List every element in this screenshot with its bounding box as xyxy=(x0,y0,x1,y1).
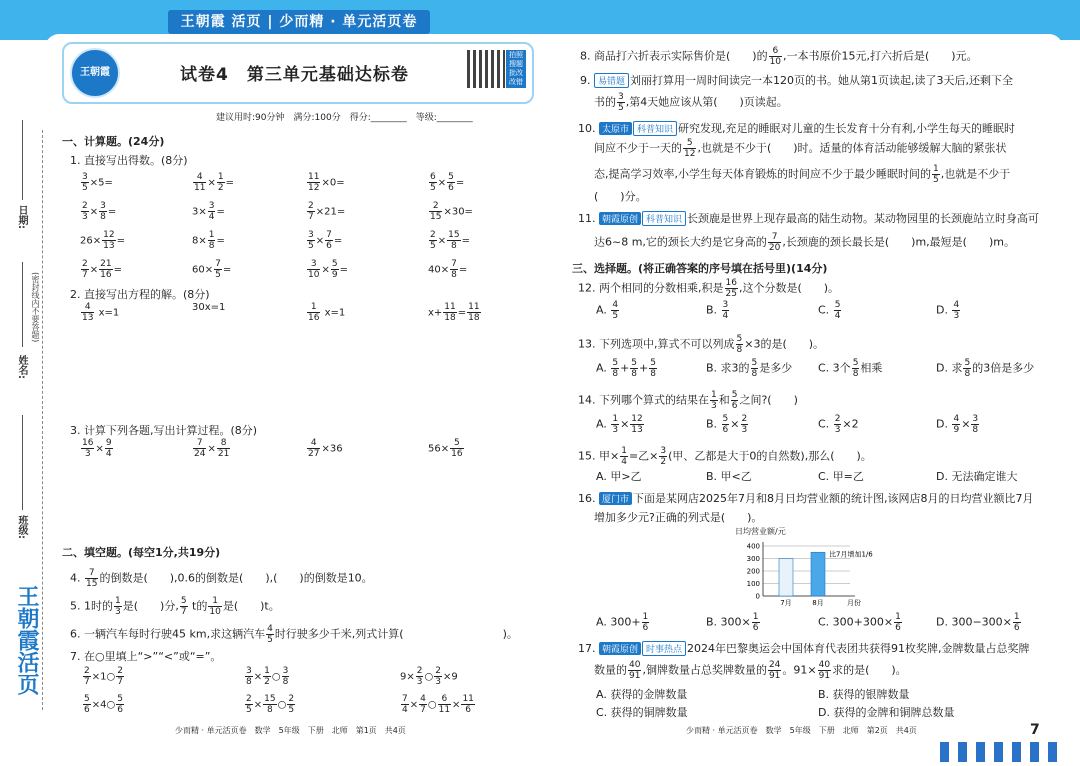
bar-8月 xyxy=(811,552,825,596)
y-tick-label: 200 xyxy=(746,567,760,576)
question-4: 4. $\frac{7}{15}$ 的倒数是( ),0.6的倒数是( ),( )的倒数是10。 xyxy=(70,568,373,589)
compare-item: $\frac{3}{8}$ × $\frac{1}{2}$ ○ $\frac{3}{8}$ xyxy=(246,666,289,687)
tag-science: 科普知识 xyxy=(633,121,677,136)
qr-code-icon xyxy=(467,50,505,88)
tag-error-prone: 易错题 xyxy=(594,73,629,88)
question-1: 1. 直接写出得数。(8分) xyxy=(70,154,188,167)
question-10-line-2: 间应不少于一天的 $\frac{5}{12}$ ,也就是不少于( )时。适量的体育活动能够缓解大脑的紧张状 xyxy=(594,138,1007,159)
option-q14-3: D. $\frac{4}{9}$ × $\frac{3}{8}$ xyxy=(936,414,979,435)
compare-item: $\frac{2}{5}$ × $\frac{15}{8}$ ○ $\frac{2}{5}$ xyxy=(246,694,295,715)
revenue-bar-chart xyxy=(735,540,895,610)
option-q12-2: C. $\frac{5}{4}$ xyxy=(818,300,841,321)
q9-text-1: 刘丽打算用一周时间读完一本120页的书。她从第1页读起,读了3天后,还剩下全 xyxy=(630,74,1013,87)
calc-item: $\frac{3}{5}$ ×5= xyxy=(82,172,113,193)
question-10-line-3: 态,提高学习效率,小学生每天体育锻炼的时间应不少于最少睡眠时间的 $\frac{1}{5}$ ,也就是不少于 xyxy=(594,164,1011,185)
calc-item: 8× $\frac{1}{8}$ = xyxy=(192,230,225,251)
question-11-line-1: 11. 朝霞原创 科普知识 长颈鹿是世界上现存最高的陆生动物。某动物园里的长颈鹿站立时身高可 xyxy=(578,212,1040,225)
calc-process-item: $\frac{16}{3}$ × $\frac{9}{4}$ xyxy=(82,438,112,459)
option-q13-0: A. $\frac{5}{8}$ + $\frac{5}{8}$ + $\frac{5}{8}$ xyxy=(596,358,656,379)
question-7: 7. 在○里填上“>”“<”或“=”。 xyxy=(70,650,222,663)
option-q17-3: D. 获得的金牌和铜牌总数量 xyxy=(818,706,955,719)
option-q16-2: C. 300+300× $\frac{1}{6}$ xyxy=(818,612,901,633)
calc-item: $\frac{2}{15}$ ×30= xyxy=(430,201,473,222)
tag-original-2: 朝霞原创 xyxy=(599,642,641,655)
equation-item: $\frac{1}{16}$ x=1 xyxy=(308,302,346,323)
option-q17-1: B. 获得的银牌数量 xyxy=(818,688,910,701)
page-title: 试卷4 第三单元基础达标卷 xyxy=(180,65,409,85)
seal-line xyxy=(42,130,43,710)
compare-item: $\frac{2}{7}$ ×1○ $\frac{2}{7}$ xyxy=(84,666,123,687)
question-3: 3. 计算下列各题,写出计算过程。(8分) xyxy=(70,424,258,437)
class-line xyxy=(22,415,23,510)
calc-process-item: 56× $\frac{5}{16}$ xyxy=(428,438,463,459)
equation-item: x+ $\frac{11}{18}$ = $\frac{11}{18}$ xyxy=(428,302,480,323)
tag-original: 朝霞原创 xyxy=(599,212,641,225)
y-tick-label: 300 xyxy=(746,555,760,563)
calc-item: 3× $\frac{3}{4}$ = xyxy=(192,201,225,222)
option-q16-3: D. 300−300× $\frac{1}{6}$ xyxy=(936,612,1020,633)
calc-item: 60× $\frac{7}{5}$ = xyxy=(192,259,232,280)
bottom-strip xyxy=(940,742,1080,764)
calc-item: $\frac{4}{11}$ × $\frac{1}{2}$ = xyxy=(194,172,234,193)
calc-item: $\frac{2}{5}$ × $\frac{15}{8}$ = xyxy=(430,230,470,251)
calc-item: 26× $\frac{12}{13}$ = xyxy=(80,230,125,251)
option-q16-0: A. 300+ $\frac{1}{6}$ xyxy=(596,612,649,633)
option-q14-2: C. $\frac{2}{3}$ ×2 xyxy=(818,414,859,435)
exam-meta: 建议用时:90分钟 满分:100分 得分:________ 等级:________ xyxy=(216,113,473,123)
calc-item: $\frac{6}{5}$ × $\frac{5}{6}$ = xyxy=(430,172,465,193)
option-q13-3: D. 求 $\frac{5}{8}$ 的3倍是多少 xyxy=(936,358,1035,379)
option-q14-0: A. $\frac{1}{3}$ × $\frac{12}{13}$ xyxy=(596,414,643,435)
y-tick-label: 0 xyxy=(755,592,760,601)
section-3-title: 三、选择题。(将正确答案的序号填在括号里)(14分) xyxy=(572,262,828,275)
question-6: 6. 一辆汽车每时行驶45 km,求这辆汽车 $\frac{4}{5}$ 时行驶多少千米,列式计算( )。 xyxy=(70,624,518,645)
calc-item: 40× $\frac{7}{8}$ = xyxy=(428,259,468,280)
calc-item: $\frac{2}{7}$ ×21= xyxy=(308,201,346,222)
calc-item: $\frac{11}{12}$ ×0= xyxy=(308,172,345,193)
seal-text: (密封线内不要答题) xyxy=(31,272,40,343)
option-q16-1: B. 300× $\frac{1}{6}$ xyxy=(706,612,759,633)
calc-process-item: $\frac{4}{27}$ ×36 xyxy=(308,438,343,459)
date-line xyxy=(22,120,23,200)
x-tick-label: 7月 xyxy=(780,599,792,607)
question-9-line-1: 9. 易错题 刘丽打算用一周时间读完一本120页的书。她从第1页读起,读了3天后,还剩下全 xyxy=(580,74,1013,87)
bar-7月 xyxy=(779,559,793,597)
question-17-line-2: 数量的 $\frac{40}{91}$ ,铜牌数量占总奖牌数量的 $\frac{24}{91}$ 。91× $\frac{40}{91}$ 求的是( )。 xyxy=(594,660,907,681)
equation-item: 30x=1 xyxy=(192,302,226,313)
question-2: 2. 直接写出方程的解。(8分) xyxy=(70,288,210,301)
calc-item: $\frac{2}{7}$ × $\frac{21}{16}$ = xyxy=(82,259,122,280)
option-q15-2: C. 甲=乙 xyxy=(818,470,864,483)
question-5: 5. 1时的 $\frac{1}{3}$ 是( )分, $\frac{5}{7}$ t的 $\frac{1}{10}$ 是( )t。 xyxy=(70,596,280,617)
y-tick-label: 100 xyxy=(746,580,760,588)
question-10-line-1: 10. 太原市 科普知识 研究发现,充足的睡眠对儿童的生长发育十分有利,小学生每天的睡眠时 xyxy=(578,122,1016,135)
question-10-line-4: ( )分。 xyxy=(594,190,647,203)
compare-item: $\frac{5}{6}$ ×4○ $\frac{5}{6}$ xyxy=(84,694,123,715)
question-15: 15. 甲× $\frac{1}{4}$ =乙× $\frac{3}{2}$ (甲、乙都是大于0的自然数),那么( )。 xyxy=(578,446,872,467)
qr-label: 拍照搜题批改改错 xyxy=(506,50,526,88)
q11-text-1: 长颈鹿是世界上现存最高的陆生动物。某动物园里的长颈鹿站立时身高可 xyxy=(687,212,1040,225)
option-q15-1: B. 甲<乙 xyxy=(706,470,752,483)
question-14: 14. 下列哪个算式的结果在 $\frac{1}{3}$ 和 $\frac{5}{6}$ 之间?( ) xyxy=(578,390,798,411)
question-9-line-2: 书的 $\frac{3}{5}$ ,第4天她应该从第( )页读起。 xyxy=(594,92,788,113)
right-footer: 少而精 · 单元活页卷 数学 5年级 下册 北师 第2页 共4页 xyxy=(686,726,917,735)
question-11-line-2: 达6~8 m,它的颈长大约是它身高的 $\frac{7}{20}$ ,长颈鹿的颈长最长是( )m,最短是( )m。 xyxy=(594,232,1015,253)
x-tick-label: 8月 xyxy=(812,599,824,607)
header-banner: 王朝霞 活页 | 少而精 · 单元活页卷 xyxy=(168,10,430,34)
option-q15-3: D. 无法确定谁大 xyxy=(936,470,1018,483)
tag-city: 太原市 xyxy=(599,122,632,135)
calc-item: $\frac{3}{10}$ × $\frac{5}{9}$ = xyxy=(308,259,348,280)
sidebar-date-label: 日期: xyxy=(16,205,27,229)
option-q17-2: C. 获得的铜牌数量 xyxy=(596,706,688,719)
tag-hot: 时事热点 xyxy=(642,641,686,656)
option-q12-1: B. $\frac{3}{4}$ xyxy=(706,300,729,321)
question-17-line-1: 17. 朝霞原创 时事热点 2024年巴黎奥运会中国体育代表团共获得91枚奖牌,金牌数量占总奖牌 xyxy=(578,642,1030,655)
brand-vertical: 王朝霞活页 xyxy=(14,585,40,695)
brand-logo: 王朝霞 xyxy=(70,48,120,98)
option-q13-1: B. 求3的 $\frac{5}{8}$ 是多少 xyxy=(706,358,793,379)
q10-text-1: 研究发现,充足的睡眠对儿童的生长发育十分有利,小学生每天的睡眠时 xyxy=(678,122,1016,135)
question-13: 13. 下列选项中,算式不可以列成 $\frac{5}{8}$ ×3的是( )。 xyxy=(578,334,825,355)
calc-item: $\frac{3}{5}$ × $\frac{7}{6}$ = xyxy=(308,230,343,251)
q16-text-1: 下面是某网店2025年7月和8月日均营业额的统计图,该网店8月的日均营业额比7月 xyxy=(633,492,1034,505)
chart-title: 日均营业额/元 xyxy=(735,527,786,536)
calc-process-item: $\frac{7}{24}$ × $\frac{8}{21}$ xyxy=(194,438,230,459)
section-2-title: 二、填空题。(每空1分,共19分) xyxy=(62,546,221,559)
name-line xyxy=(22,262,23,347)
sidebar-class-label: 班级: xyxy=(16,515,27,539)
option-q17-0: A. 获得的金牌数量 xyxy=(596,688,688,701)
option-q12-0: A. $\frac{4}{5}$ xyxy=(596,300,619,321)
compare-item: 9× $\frac{2}{3}$ ○ $\frac{2}{3}$ ×9 xyxy=(400,666,458,687)
tag-xiamen: 厦门市 xyxy=(599,492,632,505)
x-axis-label: 月份 xyxy=(847,599,861,607)
y-tick-label: 400 xyxy=(746,542,760,551)
chart-annotation: 比7月增加1/6 xyxy=(829,550,873,559)
q17-text-1: 2024年巴黎奥运会中国体育代表团共获得91枚奖牌,金牌数量占总奖牌 xyxy=(687,642,1030,655)
question-16-line-2: 增加多少元?正确的列式是( )。 xyxy=(594,511,763,524)
option-q12-3: D. $\frac{4}{3}$ xyxy=(936,300,960,321)
compare-item: $\frac{7}{4}$ × $\frac{4}{7}$ ○ $\frac{6}{11}$ × $\frac{11}{6}$ xyxy=(402,694,474,715)
tag-science-2: 科普知识 xyxy=(642,211,686,226)
question-8: 8. 商品打六折表示实际售价是( )的 $\frac{6}{10}$ ,一本书原价15元,打六折后是( )元。 xyxy=(580,46,978,67)
question-12: 12. 两个相同的分数相乘,积是 $\frac{16}{25}$ ,这个分数是( )。 xyxy=(578,278,840,299)
left-footer: 少而精 · 单元活页卷 数学 5年级 下册 北师 第1页 共4页 xyxy=(175,726,406,735)
question-16-line-1: 16. 厦门市 下面是某网店2025年7月和8月日均营业额的统计图,该网店8月的日均营业额比7月 xyxy=(578,492,1034,505)
option-q15-0: A. 甲>乙 xyxy=(596,470,642,483)
calc-item: $\frac{2}{3}$ × $\frac{3}{8}$ = xyxy=(82,201,117,222)
option-q13-2: C. 3个 $\frac{5}{8}$ 相乘 xyxy=(818,358,883,379)
page-number: 7 xyxy=(1030,722,1040,738)
section-1-title: 一、计算题。(24分) xyxy=(62,135,165,148)
equation-item: $\frac{4}{13}$ x=1 xyxy=(82,302,120,323)
option-q14-1: B. $\frac{5}{6}$ × $\frac{2}{3}$ xyxy=(706,414,748,435)
sidebar-name-label: 姓名: xyxy=(16,355,27,379)
